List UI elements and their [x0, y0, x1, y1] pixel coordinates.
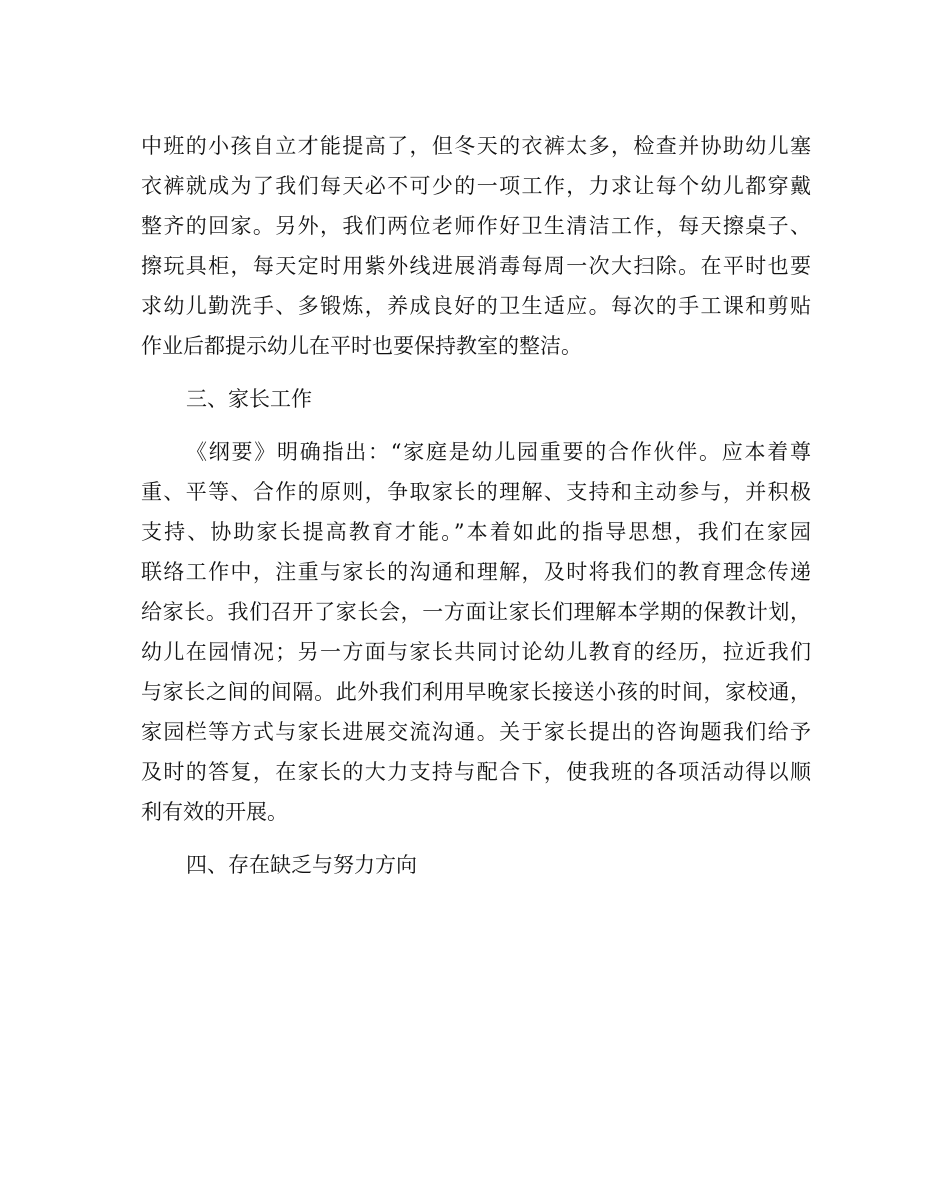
- text-line: 重、平等、合作的原则，争取家长的理解、支持和主动参与，并积极: [141, 480, 811, 504]
- text-line: 《纲要》明确指出：“家庭是幼儿园重要的合作伙伴。应本着尊: [186, 440, 811, 464]
- text-line: 整齐的回家。另外，我们两位老师作好卫生清洁工作，每天擦桌子、: [141, 214, 811, 238]
- paragraph-parent-work: [141, 432, 811, 832]
- text-line: 联络工作中，注重与家长的沟通和理解，及时将我们的教育理念传递: [141, 560, 811, 584]
- text-line: 给家长。我们召开了家长会，一方面让家长们理解本学期的保教计划，: [141, 600, 811, 624]
- document-body: [141, 126, 811, 885]
- text-line: 及时的答复，在家长的大力支持与配合下，使我班的各项活动得以顺: [141, 760, 811, 784]
- text-line: 家园栏等方式与家长进展交流沟通。关于家长提出的咨询题我们给予: [141, 720, 811, 744]
- text-line: 中班的小孩自立才能提高了，但冬天的衣裤太多，检查并协助幼儿塞: [141, 134, 811, 158]
- text-line: 利有效的开展。: [141, 800, 288, 824]
- text-line: 衣裤就成为了我们每天必不可少的一项工作，力求让每个幼儿都穿戴: [141, 174, 811, 198]
- text-line: 作业后都提示幼儿在平时也要保持教室的整洁。: [141, 334, 582, 358]
- paragraph-hygiene: [141, 126, 811, 366]
- section-heading-parent-work: 三、家长工作: [186, 387, 312, 411]
- text-line: 支持、协助家长提高教育才能。”本着如此的指导思想，我们在家园: [141, 520, 811, 544]
- text-line: 擦玩具柜，每天定时用紫外线进展消毒每周一次大扫除。在平时也要: [141, 254, 811, 278]
- text-line: 与家长之间的间隔。此外我们利用早晚家长接送小孩的时间，家校通，: [141, 680, 811, 704]
- section-heading-shortcomings: 四、存在缺乏与努力方向: [186, 853, 417, 877]
- text-line: 幼儿在园情况；另一方面与家长共同讨论幼儿教育的经历，拉近我们: [141, 640, 811, 664]
- text-line: 求幼儿勤洗手、多锻炼，养成良好的卫生适应。每次的手工课和剪贴: [141, 294, 811, 318]
